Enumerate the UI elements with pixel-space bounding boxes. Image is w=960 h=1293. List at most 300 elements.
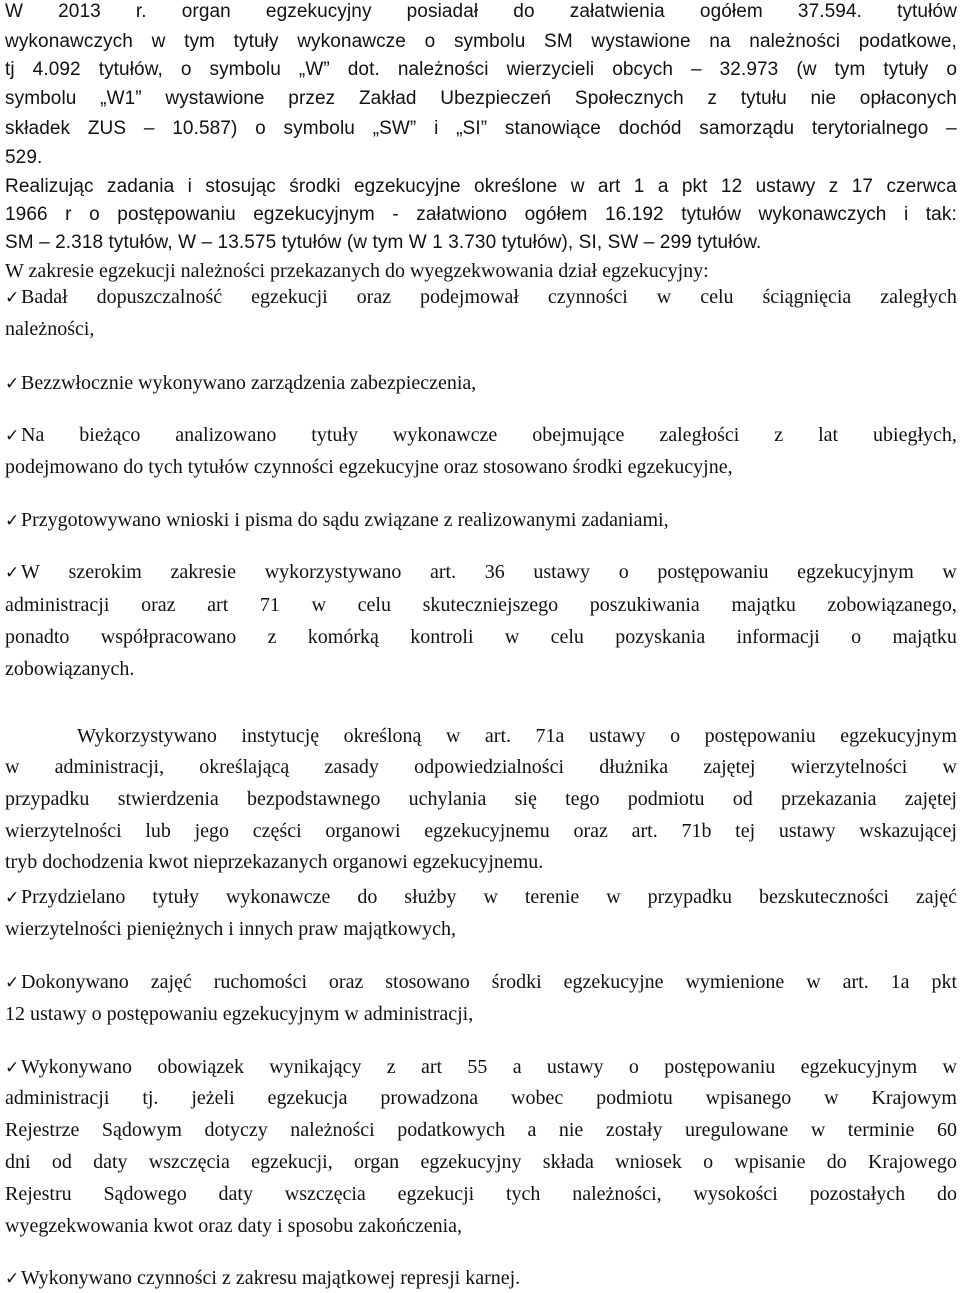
line-text: 12 ustawy o postępowaniu egzekucyjnym w administracji, <box>5 1003 474 1025</box>
word-text: i <box>434 118 439 139</box>
text-line <box>5 231 957 255</box>
word <box>731 593 795 617</box>
word <box>410 625 473 649</box>
word <box>142 1086 158 1110</box>
word-text: instytucję <box>241 725 320 747</box>
word-text: zasady <box>324 756 379 778</box>
word <box>570 0 665 24</box>
word-text: obowiązek <box>157 1056 244 1078</box>
text-line <box>5 317 957 341</box>
word-text: 10.587) <box>172 118 238 139</box>
word <box>828 593 957 617</box>
word-text: egzekucyjnym <box>797 561 914 583</box>
word <box>251 1150 333 1174</box>
word-text: dni <box>5 1151 31 1173</box>
word <box>219 1182 253 1206</box>
word-text: wysokości <box>693 1183 778 1205</box>
word <box>946 58 957 82</box>
word <box>247 787 380 811</box>
word-text: określoną <box>343 725 422 747</box>
word-text: o <box>670 725 681 747</box>
word <box>598 175 620 199</box>
word <box>505 117 601 141</box>
text-line <box>5 755 957 779</box>
word <box>392 203 398 227</box>
word <box>513 1055 522 1080</box>
word-text: art. <box>484 725 512 747</box>
word <box>398 58 489 82</box>
word-text: Przydzielano <box>21 886 126 908</box>
word <box>812 117 929 141</box>
word <box>619 117 682 141</box>
word <box>536 724 565 748</box>
text-line <box>5 917 957 941</box>
word-text: tytułów <box>897 1 957 22</box>
word-text: terenie <box>524 886 580 908</box>
word-text: wpisanie <box>734 1151 806 1173</box>
word <box>824 1086 838 1110</box>
word-text: 16.192 <box>604 204 664 225</box>
word-text: z <box>267 626 277 648</box>
word-text: załatwienia <box>569 1 665 22</box>
word <box>385 970 469 995</box>
word <box>657 560 768 585</box>
word <box>851 625 861 649</box>
word <box>648 885 732 910</box>
word <box>810 87 836 111</box>
word <box>195 819 229 843</box>
word-text: (w <box>796 59 817 80</box>
word-text: Ubezpieczeń <box>440 88 552 109</box>
word <box>734 1150 805 1174</box>
word-text: w <box>5 756 20 778</box>
word <box>599 755 668 779</box>
word <box>5 1150 31 1174</box>
word <box>69 560 142 585</box>
text-line <box>5 1118 957 1142</box>
word-text: 71a <box>535 725 565 747</box>
word-text: o <box>180 59 192 80</box>
word-text: tytułu <box>740 88 787 109</box>
word-text: w <box>810 1119 826 1141</box>
word <box>145 819 171 843</box>
word-text: oraz <box>573 820 608 842</box>
word-text: czynności <box>547 286 628 308</box>
word <box>564 970 664 995</box>
word <box>97 285 223 310</box>
text-line <box>5 850 957 874</box>
word-text: wskazującej <box>859 820 957 842</box>
word <box>606 885 620 910</box>
word <box>407 0 479 24</box>
word-text: informacji <box>736 626 820 648</box>
word-text: postępowaniu <box>117 204 236 225</box>
word-text: przypadku <box>5 788 90 810</box>
word-text: się <box>514 788 537 810</box>
checkmark-icon: ✓ <box>5 288 20 308</box>
word-text: uregulowane <box>685 1119 789 1141</box>
word-text: bezskuteczności <box>759 886 889 908</box>
word-text: egzekucyjne <box>563 971 664 993</box>
word-text: należności <box>290 1119 375 1141</box>
word <box>5 87 76 111</box>
word <box>720 58 779 82</box>
word-text: Badał <box>21 286 68 308</box>
text-line <box>5 0 957 24</box>
word <box>354 175 461 199</box>
word-text: skuteczniejszego <box>422 594 559 616</box>
word <box>393 423 497 448</box>
word <box>658 175 669 199</box>
word <box>891 970 910 995</box>
text-line <box>5 30 957 54</box>
word-text: tych <box>506 1183 541 1205</box>
word <box>424 819 550 843</box>
word <box>840 724 957 748</box>
line-text: SM – 2.318 tytułów, W – 13.575 tytułów (w tym W 1 3.730 tytułów), SI, SW – 299 tytułów. <box>5 232 762 253</box>
word-text: egzekucyjnym <box>800 1056 918 1078</box>
word <box>612 58 673 82</box>
word-text: odpowiedzialności <box>414 756 565 778</box>
checklist-item-line <box>5 371 957 396</box>
word <box>818 423 838 448</box>
word <box>681 819 711 843</box>
word-text: o <box>618 561 629 583</box>
word <box>100 87 142 111</box>
word-text: wystawione <box>591 31 691 52</box>
word-text: r. <box>135 1 147 22</box>
word <box>265 560 402 585</box>
line-text: Przygotowywano wnioski i pisma do sądu związane z realizowanymi zadaniami, <box>21 509 669 531</box>
word-text: wniosek <box>615 1151 682 1173</box>
word-text: podatkowe, <box>858 31 957 52</box>
word-text: art <box>207 594 229 616</box>
word <box>904 203 908 227</box>
word-text: terytorialnego <box>811 118 929 139</box>
word <box>253 203 375 227</box>
word-text: 12 <box>720 176 743 197</box>
word-text: w <box>606 886 621 908</box>
checkmark-icon: ✓ <box>5 888 20 908</box>
word <box>873 423 957 448</box>
word <box>5 970 129 995</box>
checkmark-icon: ✓ <box>5 426 20 446</box>
word <box>5 423 44 448</box>
word-text: obejmujące <box>532 424 625 446</box>
checkmark-icon: ✓ <box>5 563 20 583</box>
word <box>5 1086 109 1110</box>
word-text: przez <box>288 88 336 109</box>
word-text: o <box>255 118 266 139</box>
word <box>632 819 658 843</box>
word <box>596 1086 673 1110</box>
word <box>485 560 505 585</box>
word <box>260 593 280 617</box>
word-text: „SW” <box>372 118 417 139</box>
word <box>916 885 957 910</box>
word <box>5 285 68 310</box>
word <box>285 1182 366 1206</box>
word-text: W <box>5 1 24 22</box>
word <box>943 1055 957 1080</box>
word-text: Na <box>21 424 45 446</box>
word <box>547 1055 604 1080</box>
checklist-item-line <box>5 885 957 910</box>
word <box>801 1055 918 1080</box>
word-text: – <box>946 118 957 139</box>
word <box>52 1150 72 1174</box>
word-text: na <box>709 31 731 52</box>
word <box>251 285 328 310</box>
word-text: - <box>392 204 399 225</box>
word <box>573 819 607 843</box>
word-text: a <box>512 1056 522 1078</box>
word-text: art. <box>631 820 658 842</box>
word <box>691 58 702 82</box>
word-text: stosowano <box>385 971 470 993</box>
word <box>308 625 379 649</box>
word-text: 17 <box>851 176 874 197</box>
word <box>628 787 705 811</box>
word <box>548 285 628 310</box>
word <box>693 1182 777 1206</box>
word-text: w <box>806 971 821 993</box>
word-text: celu <box>700 286 734 308</box>
word-text: z <box>774 424 784 446</box>
word-text: posiadał <box>406 1 479 22</box>
word <box>707 87 717 111</box>
word <box>883 58 928 82</box>
word-text: egzekucyjnym <box>840 725 957 747</box>
word <box>759 203 887 227</box>
word-text: ZUS <box>87 118 127 139</box>
word <box>943 755 957 779</box>
word <box>117 203 235 227</box>
word <box>33 58 81 82</box>
word <box>5 175 94 199</box>
word-text: wobec <box>511 1087 564 1109</box>
word <box>151 970 192 995</box>
word <box>657 285 671 310</box>
word-text: celu <box>357 594 391 616</box>
line-text: W zakresie egzekucji należności przekazanych do wyegzekwowania dział egzekucyjny: <box>5 260 709 282</box>
word <box>373 117 417 141</box>
word-text: organowi <box>325 820 401 842</box>
text-line <box>5 1086 957 1110</box>
word-text: wykorzystywano <box>264 561 402 583</box>
word-text: wszczęcia <box>284 1183 366 1205</box>
word <box>513 0 534 24</box>
word-text: zajętej <box>703 756 756 778</box>
word-text: 1966 <box>5 204 48 225</box>
text-line <box>5 1002 957 1026</box>
word-text: symbolu <box>5 88 77 109</box>
word <box>741 87 787 111</box>
word <box>797 560 914 585</box>
word-text: o <box>628 1056 639 1078</box>
word-text: Wykonywano <box>21 1056 132 1078</box>
word-text: podmiotu <box>596 1087 673 1109</box>
word <box>58 0 101 24</box>
word-text: administracji <box>5 594 110 616</box>
word-text: ustawy <box>755 176 816 197</box>
word <box>705 724 816 748</box>
line-text: Bezzwłocznie wykonywano zarządzenia zabezpieczenia, <box>21 372 477 394</box>
word-text: postępowaniu <box>664 1056 776 1078</box>
word <box>543 1150 594 1174</box>
word-text: daty <box>93 1151 128 1173</box>
word <box>312 593 326 617</box>
word-text: wykonawcze <box>392 424 498 446</box>
word-text: organ <box>354 1151 400 1173</box>
word-text: analizowano <box>175 424 277 446</box>
word <box>709 30 730 54</box>
word-text: 4.092 <box>32 59 81 80</box>
word <box>559 1118 583 1142</box>
text-line <box>5 1214 957 1238</box>
word-text: wystawione <box>165 88 265 109</box>
word <box>5 0 23 24</box>
word <box>615 625 705 649</box>
word <box>55 755 164 779</box>
word <box>5 755 19 779</box>
word-text: zajętej <box>904 788 957 810</box>
word <box>214 970 307 995</box>
word-text: samorządu <box>699 118 795 139</box>
text-line <box>5 1150 957 1174</box>
word-text: egzekucja <box>267 1087 348 1109</box>
word-text: środki <box>289 176 341 197</box>
word-text: należności <box>749 31 841 52</box>
word-text: Wykorzystywano <box>77 725 217 747</box>
word <box>670 724 680 748</box>
word <box>416 203 507 227</box>
word-text: 1 <box>633 176 645 197</box>
word <box>5 560 40 585</box>
word-text: w <box>656 286 672 308</box>
word <box>774 423 783 448</box>
word-text: egzekucyjnemu <box>424 820 550 842</box>
word <box>103 1182 186 1206</box>
word-text: opłaconych <box>859 88 957 109</box>
word <box>5 30 133 54</box>
word-text: egzekucyjne <box>353 176 461 197</box>
word-text: 71b <box>681 820 712 842</box>
word <box>446 724 460 748</box>
word <box>5 593 109 617</box>
word-text: kontroli <box>410 626 474 648</box>
word-text: symbolu <box>283 118 355 139</box>
word <box>93 1150 127 1174</box>
word-text: tak: <box>925 204 957 225</box>
word-text: tytuły <box>152 886 200 908</box>
word-text: poszukiwania <box>589 594 700 616</box>
word-text: 37.594. <box>797 1 862 22</box>
word-text: W <box>21 561 40 583</box>
checkmark-icon: ✓ <box>5 1058 20 1078</box>
word-text: tj <box>5 59 15 80</box>
word-text: zaległości <box>659 424 740 446</box>
word-text: o <box>89 204 100 225</box>
word-text: Realizując <box>5 176 94 197</box>
word <box>380 1086 478 1110</box>
word-text: środki <box>491 971 542 993</box>
word <box>175 423 276 448</box>
word-text: postępowaniu <box>704 725 816 747</box>
line-text: Wykonywano czynności z zakresu majątkowej represji karnej. <box>21 1267 521 1289</box>
word <box>5 117 70 141</box>
word <box>682 175 708 199</box>
word-text: zobowiązanego, <box>827 594 957 616</box>
word <box>5 58 15 82</box>
word <box>136 0 147 24</box>
word <box>404 885 456 910</box>
word <box>226 885 330 910</box>
word-text: ściągnięcia <box>762 286 852 308</box>
word-text: składek <box>5 118 71 139</box>
word-text: Krajowym <box>871 1087 957 1109</box>
word-text: wymienione <box>685 971 785 993</box>
word-text: szerokim <box>68 561 142 583</box>
text-line <box>5 259 957 283</box>
word <box>749 30 840 54</box>
word <box>590 593 700 617</box>
word <box>735 819 755 843</box>
word <box>420 285 519 310</box>
word-text: dot. <box>347 59 380 80</box>
word-text: stwierdzenia <box>117 788 219 810</box>
word-text: jeżeli <box>191 1087 235 1109</box>
word-text: oraz <box>141 594 176 616</box>
word <box>507 58 595 82</box>
word <box>511 1086 563 1110</box>
word <box>358 593 391 617</box>
word-text: przekazania <box>781 788 877 810</box>
word <box>182 0 231 24</box>
word <box>430 560 456 585</box>
line-text: 529. <box>5 147 43 168</box>
word <box>880 285 957 310</box>
word-text: w <box>504 626 520 648</box>
word-text: nie <box>810 88 837 109</box>
word-text: współpracowano <box>100 626 237 648</box>
word <box>357 285 391 310</box>
word <box>942 560 956 585</box>
word <box>397 1118 505 1142</box>
word <box>835 58 866 82</box>
word <box>5 787 89 811</box>
word-text: od <box>51 1151 72 1173</box>
word <box>905 787 957 811</box>
word-text: 36 <box>484 561 505 583</box>
word-text: przypadku <box>647 886 733 908</box>
word-text: zaległych <box>880 286 957 308</box>
checklist-item-line <box>5 1055 957 1080</box>
word-text: podejmował <box>420 286 519 308</box>
word <box>289 175 340 199</box>
word <box>209 58 280 82</box>
word-text: dotyczy <box>204 1119 268 1141</box>
word <box>703 1150 713 1174</box>
word-text: SM <box>544 31 573 52</box>
word <box>440 87 551 111</box>
word <box>474 175 557 199</box>
word-text: ustawy <box>588 725 646 747</box>
word <box>255 117 266 141</box>
word-text: egzekucyjny <box>265 1 372 22</box>
word <box>102 1118 182 1142</box>
word-text: ubiegłych, <box>873 424 957 446</box>
